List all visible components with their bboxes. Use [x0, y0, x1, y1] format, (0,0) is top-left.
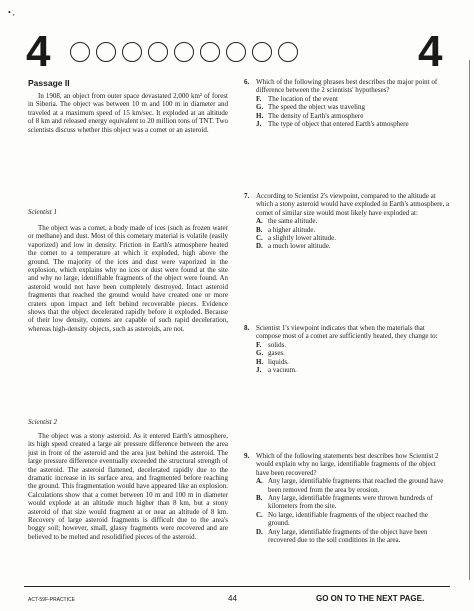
- footer-divider: [24, 586, 450, 587]
- option-letter: D.: [256, 242, 263, 251]
- option-letter: A.: [256, 217, 263, 226]
- option-text: No large, identifiable fragments of the object reached the ground.: [268, 510, 428, 528]
- question-stem: Which of the following phrases best describes the major point of difference between the 2 scientists' hypotheses?: [256, 78, 438, 95]
- question-8: [244, 324, 450, 374]
- answer-bubble: [226, 42, 246, 62]
- question-9: [244, 452, 450, 544]
- option-text: Any large, identifiable fragments of the object have been recovered due to the soil conditions in the area.: [268, 527, 428, 545]
- go-on-notice: GO ON TO THE NEXT PAGE.: [316, 594, 425, 603]
- question-7: [244, 192, 450, 251]
- page-edge-shadow: [469, 60, 470, 580]
- option-text: Any large, identifiable fragments that reached the ground have been removed from the area by erosion.: [268, 477, 444, 494]
- scientist2-passage: [28, 432, 228, 541]
- question-number: 6.: [244, 78, 250, 86]
- passage-intro-text: In 1908, an object from outer space devastated 2,000 km² of forest in Siberia. The object was between 10 m and 100 m in diameter and traveled at a maximum speed of 15 km/sec. It exploded at an altitude of 8 km and released energy equivalent to 20 million tons of TNT. Two scientists discuss whether this object was a comet or an asteroid.: [28, 92, 228, 134]
- question-number: 8.: [244, 324, 250, 332]
- question-6: [244, 78, 450, 128]
- option-letter: C.: [256, 510, 263, 519]
- answer-option[interactable]: [256, 477, 450, 494]
- option-letter: C.: [256, 234, 263, 243]
- answer-bubbles-row: [70, 42, 298, 62]
- option-text: The location of the event: [268, 94, 338, 103]
- option-letter: G.: [256, 103, 264, 112]
- answer-bubble: [70, 42, 90, 62]
- page-number: 44: [228, 594, 237, 603]
- answer-option[interactable]: [256, 242, 450, 250]
- answer-bubble: [122, 42, 142, 62]
- answer-option[interactable]: [256, 349, 450, 357]
- passage-intro: [28, 92, 228, 134]
- option-text: gases.: [268, 349, 285, 358]
- answer-option[interactable]: [256, 358, 450, 366]
- answer-bubble: [174, 42, 194, 62]
- option-letter: J.: [256, 366, 262, 375]
- option-letter: H.: [256, 357, 264, 366]
- option-letter: A.: [256, 477, 263, 486]
- option-text: liquids.: [268, 357, 289, 366]
- question-stem: Scientist 1's viewpoint indicates that when the materials that compose most of a comet are sufficiently heated, they change to:: [256, 324, 438, 341]
- option-letter: D.: [256, 527, 263, 536]
- option-text: The density of Earth's atmosphere: [268, 111, 364, 120]
- answer-bubble: [252, 42, 272, 62]
- question-stem: Which of the following statements best describes how Scientist 2 would explain why no large, identifiable fragments of the object have been recovered?: [256, 452, 439, 477]
- option-letter: B.: [256, 225, 263, 234]
- answer-option[interactable]: [256, 95, 450, 103]
- section-number-left: 4: [26, 27, 51, 76]
- option-letter: H.: [256, 111, 264, 120]
- answer-bubble: [148, 42, 168, 62]
- answer-bubble: [200, 42, 220, 62]
- answer-option[interactable]: [256, 226, 450, 234]
- option-text: The type of object that entered Earth's atmosphere: [268, 120, 409, 129]
- answer-option[interactable]: [256, 528, 450, 545]
- section-number-right: 4: [418, 27, 443, 76]
- option-letter: G.: [256, 349, 264, 358]
- answer-bubble: [278, 42, 298, 62]
- question-stem: According to Scientist 2's viewpoint, compared to the altitude at which a stony asteroid would have exploded in Earth's atmosphere, a comet of similar size would most likely have exploded at:: [256, 192, 450, 217]
- answer-option[interactable]: [256, 494, 450, 511]
- option-text: Any large, identifiable fragments were thrown hundreds of kilometers from the site.: [268, 494, 433, 511]
- answer-option[interactable]: [256, 341, 450, 349]
- answer-option[interactable]: [256, 103, 450, 111]
- option-text: the same altitude.: [268, 217, 318, 226]
- scientist1-text: The object was a comet, a body made of ices (such as frozen water or methane) and dust. Most of this cometary material is volatile (easily vaporized) and low in density. Friction in Earth's atmosphere heated the comet to a temperature at which it exploded, high above the ground. The majority of the ices and dust were vaporized in the explosion, which explains why no ices or dust were found at the site and why no large, identifiable fragments of the object were found. An asteroid would not have been completely destroyed. Intact asteroid fragments that reached the ground would have created one or more craters upon impact and left behind recoverable pieces. Evidence shows that the object decelerated rapidly before it exploded. Because of their low density, comets are capable of such rapid deceleration, whereas high-density objects, such as asteroids, are not.: [28, 224, 228, 333]
- footer-code: ACT-59F-PRACTICE: [28, 597, 75, 603]
- option-text: The speed the object was traveling: [268, 103, 365, 112]
- scan-marks: • ,: [8, 8, 15, 17]
- scientist1-label: Scientist 1: [28, 208, 57, 216]
- option-letter: F.: [256, 340, 262, 349]
- answer-option[interactable]: [256, 120, 450, 128]
- answer-option[interactable]: [256, 217, 450, 225]
- question-number: 9.: [244, 452, 250, 460]
- option-text: a vacuum.: [268, 366, 297, 375]
- option-letter: J.: [256, 120, 262, 129]
- scientist2-text: The object was a stony asteroid. As it entered Earth's atmosphere, its high speed created a large air pressure difference between the area just in front of the asteroid and the area just behind the asteroid. The large pressure difference eventually exceeded the structural strength of the asteroid. The asteroid flattened, decelerated rapidly due to the dramatic increase in its surface area, and fragmented before reaching the ground. This fragmentation would have appeared like an explosion. Calculations show that a comet between 10 m and 100 m in diameter would explode at an altitude much higher than 8 km, but a stony asteroid of that size would fragment at or near an altitude of 8 km. Recovery of large asteroid fragments is difficult due to the area's boggy soil; however, small, glassy fragments were recovered and are believed to be melted and resolidified pieces of the asteroid.: [28, 432, 228, 541]
- answer-option[interactable]: [256, 511, 450, 528]
- answer-option[interactable]: [256, 234, 450, 242]
- answer-option[interactable]: [256, 112, 450, 120]
- option-text: a higher altitude.: [268, 225, 316, 234]
- option-text: solids.: [268, 340, 287, 349]
- option-text: a slightly lower altitude.: [268, 234, 337, 243]
- scientist1-passage: [28, 224, 228, 333]
- answer-option[interactable]: [256, 366, 450, 374]
- passage-title: Passage II: [28, 78, 70, 88]
- question-number: 7.: [244, 192, 250, 200]
- scientist2-label: Scientist 2: [28, 418, 57, 426]
- option-text: a much lower altitude.: [268, 242, 331, 251]
- option-letter: F.: [256, 94, 262, 103]
- answer-bubble: [96, 42, 116, 62]
- option-letter: B.: [256, 494, 263, 503]
